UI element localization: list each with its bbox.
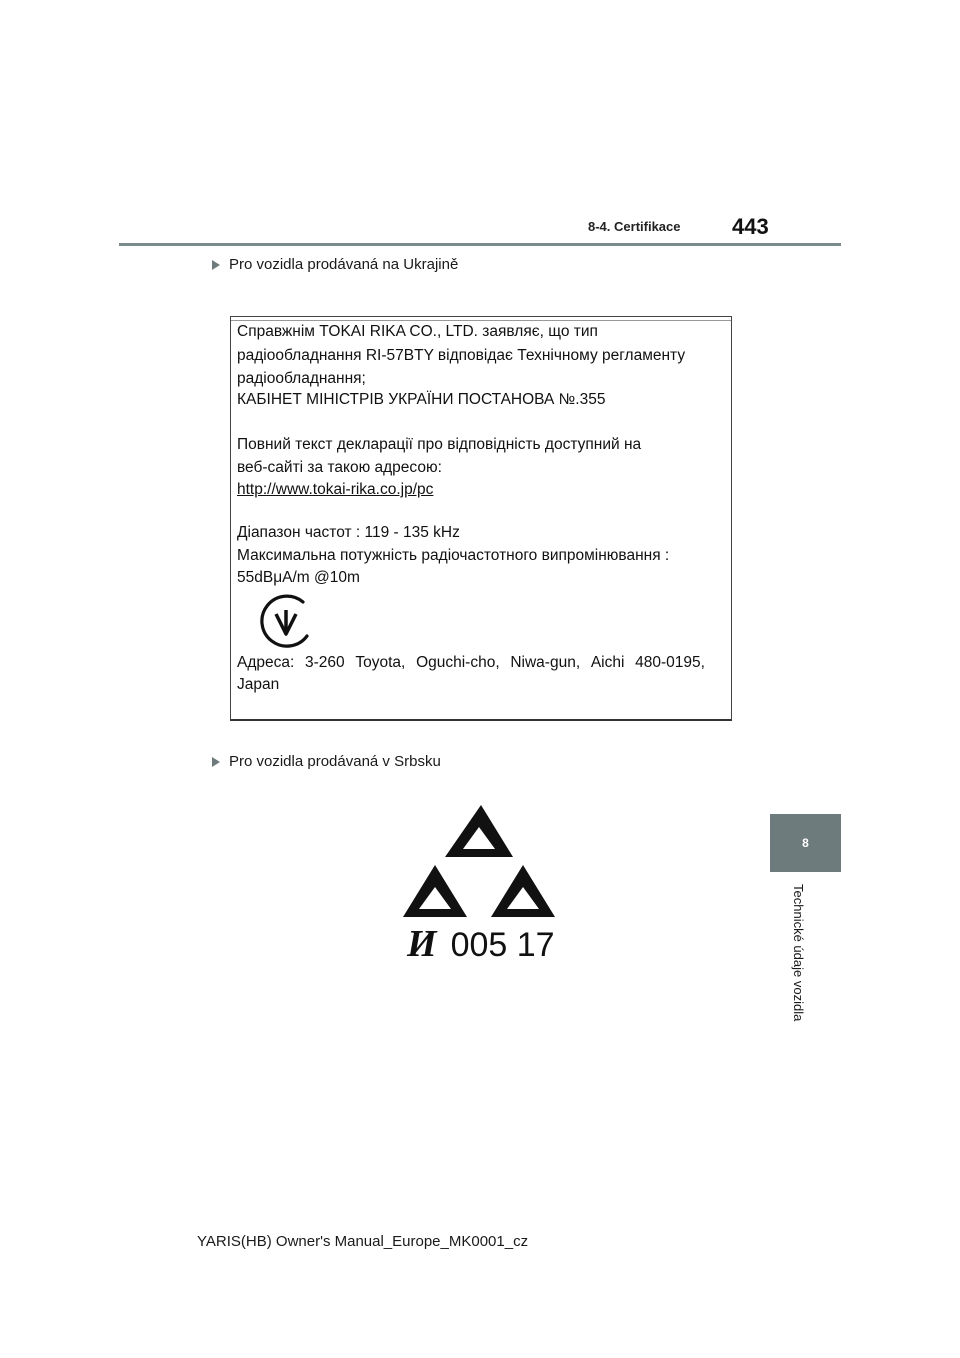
address-word: Niwa-gun, xyxy=(510,654,581,671)
address-line-2: Japan xyxy=(237,676,280,693)
bullet-ukraine-text: Pro vozidla prodávaná na Ukrajině xyxy=(229,256,459,273)
side-tab-chapter[interactable]: 8 xyxy=(770,814,841,872)
declaration-line-7: Діапазон частот : 119 - 135 kHz xyxy=(237,524,460,541)
declaration-line-6: веб-сайті за такою адресою: xyxy=(237,459,442,476)
serbian-code-letter: И xyxy=(407,923,437,965)
declaration-line-9: 55dBμA/m @10m xyxy=(237,569,360,586)
header-rule xyxy=(119,243,841,246)
declaration-line-4: КАБІНЕТ МІНІСТРІВ УКРАЇНИ ПОСТАНОВА №.355 xyxy=(237,391,606,408)
bullet-arrow-icon xyxy=(212,757,220,767)
declaration-line-2: радіообладнання RI-57BTY відповідає Технічному регламенту xyxy=(237,347,686,364)
bullet-ukraine xyxy=(212,256,458,273)
bullet-serbia-text: Pro vozidla prodávaná v Srbsku xyxy=(229,753,441,770)
address-word: Oguchi-cho, xyxy=(416,654,500,671)
address-word: 480-0195, xyxy=(635,654,705,671)
page-number: 443 xyxy=(732,214,769,239)
declaration-line-5: Повний текст декларації про відповідність доступний на xyxy=(237,436,642,453)
address-word: Aichi xyxy=(590,654,625,671)
declaration-line-3: радіообладнання; xyxy=(237,370,366,387)
declaration-line-8: Максимальна потужність радіочастотного випромінювання : xyxy=(237,547,670,564)
serbian-code-number: 005 17 xyxy=(450,926,555,964)
bullet-serbia xyxy=(212,753,441,770)
declaration-line-1: Справжнім TOKAI RIKA CO., LTD. заявляє, що тип xyxy=(237,323,598,340)
address-line-1 xyxy=(237,654,705,672)
footer-text: YARIS(HB) Owner's Manual_Europe_MK0001_cz xyxy=(197,1233,529,1250)
header-section-title: 8-4. Certifikace xyxy=(588,219,681,234)
ukraine-declaration-box xyxy=(230,316,732,721)
side-tab-label: Technické údaje vozidla xyxy=(791,884,806,1022)
address-word: Toyota, xyxy=(355,654,406,671)
bullet-arrow-icon xyxy=(212,260,220,270)
serbian-conformity-mark-icon xyxy=(403,805,555,917)
box-top-double-line xyxy=(231,320,731,321)
ukrainian-conformity-mark-icon xyxy=(255,593,317,651)
serbian-code xyxy=(407,922,555,966)
address-word: 3-260 xyxy=(305,654,345,671)
address-word: Адреса: xyxy=(237,654,295,671)
declaration-link[interactable]: http://www.tokai-rika.co.jp/pc xyxy=(237,481,434,498)
